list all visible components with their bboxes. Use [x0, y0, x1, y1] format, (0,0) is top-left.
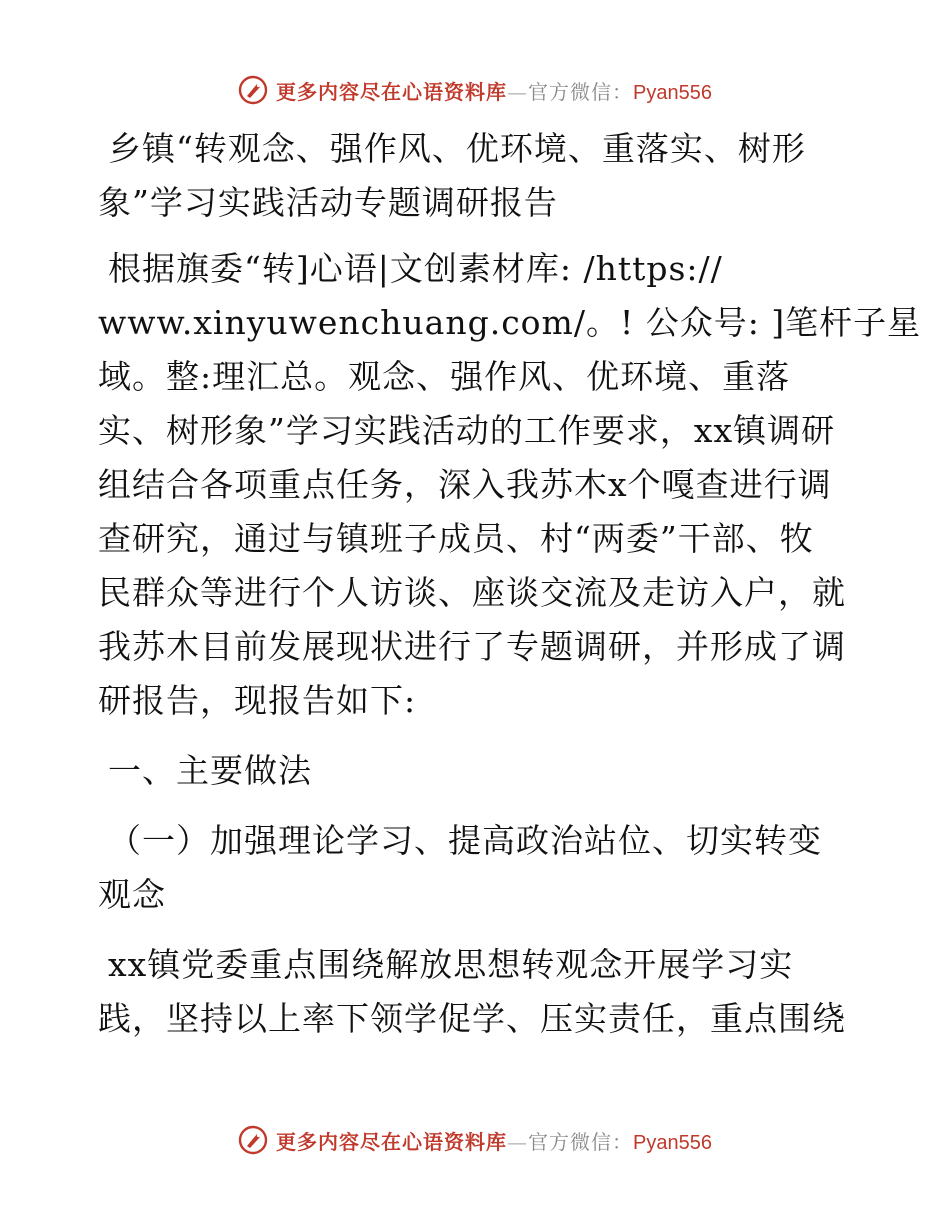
banner-wechat-id: Pyan556 — [633, 81, 712, 104]
banner-text — [276, 1126, 712, 1155]
body-line: 践，坚持以上率下领学促学、压实责任，重点围绕 — [98, 999, 846, 1038]
intro-line: 组结合各项重点任务，深入我苏木x个嘎查进行调 — [98, 465, 832, 504]
banner-main-text: 更多内容尽在心语资料库 — [276, 1129, 508, 1154]
intro-line: 查研究，通过与镇班子成员、村“两委”干部、牧 — [98, 519, 814, 558]
subsection-heading — [98, 814, 858, 922]
body-line: xx镇党委重点围绕解放思想转观念开展学习实 — [108, 945, 794, 984]
section-heading-text: 一、主要做法 — [108, 751, 312, 790]
title-line: 象”学习实践活动专题调研报告 — [98, 183, 558, 222]
header-banner — [0, 70, 950, 110]
intro-paragraph — [98, 242, 922, 728]
intro-line: 民群众等进行个人访谈、座谈交流及走访入户，就 — [98, 573, 846, 612]
intro-line: 实、树形象”学习实践活动的工作要求，xx镇调研 — [98, 411, 836, 450]
banner-main-text: 更多内容尽在心语资料库 — [276, 79, 508, 104]
document-body — [98, 122, 922, 1062]
intro-line: 研报告，现报告如下: — [98, 681, 417, 720]
footer-banner — [0, 1120, 950, 1160]
intro-line: www.xinyuwenchuang.com/。! 公众号: ]笔杆子星 — [98, 303, 922, 342]
intro-line: 根据旗委“转]心语|文创素材库: /https:// — [108, 249, 723, 288]
banner-separator: — — [507, 1129, 529, 1154]
document-title — [98, 122, 858, 230]
body-paragraph — [98, 938, 858, 1046]
intro-line: 我苏木目前发展现状进行了专题调研，并形成了调 — [98, 627, 846, 666]
pen-nib-seal-icon — [238, 75, 268, 105]
pen-nib-seal-icon — [238, 1125, 268, 1155]
banner-wechat-id: Pyan556 — [633, 1131, 712, 1154]
intro-line: 域。整:理汇总。观念、强作风、优环境、重落 — [98, 357, 791, 396]
subsection-line: 观念 — [98, 875, 166, 914]
title-line: 乡镇“转观念、强作风、优环境、重落实、树形 — [108, 129, 806, 168]
banner-separator: — — [507, 79, 529, 104]
banner-wechat-label: 官方微信： — [528, 79, 634, 104]
banner-wechat-label: 官方微信： — [528, 1129, 634, 1154]
section-heading — [98, 744, 858, 798]
subsection-line: （一）加强理论学习、提高政治站位、切实转变 — [108, 821, 822, 860]
banner-text — [276, 76, 712, 105]
